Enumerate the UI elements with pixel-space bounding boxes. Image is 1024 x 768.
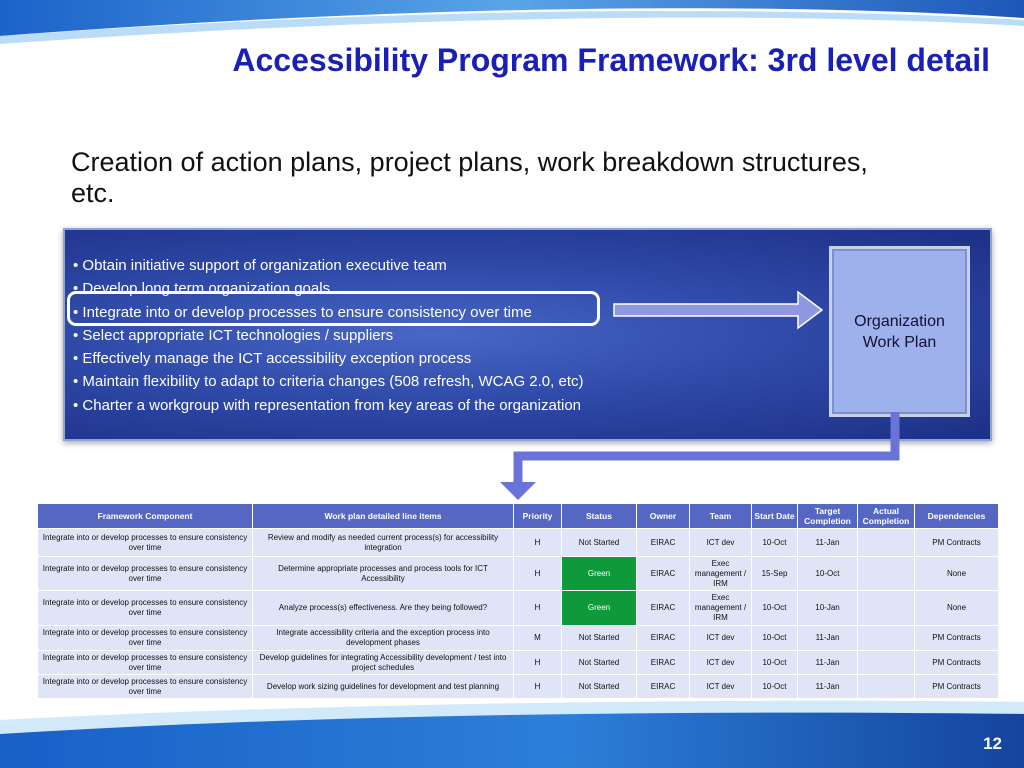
cell-start-date: 10-Oct <box>752 626 798 651</box>
cell-owner: EIRAC <box>637 651 690 675</box>
work-plan-table <box>37 503 999 699</box>
cell-component: Integrate into or develop processes to ensure consistency over time <box>38 675 253 699</box>
cell-status: Not Started <box>562 626 637 651</box>
goals-bullet-list <box>73 254 583 417</box>
cell-status: Green <box>562 591 637 626</box>
cell-team: ICT dev <box>690 529 752 557</box>
cell-team: ICT dev <box>690 626 752 651</box>
cell-team: ICT dev <box>690 651 752 675</box>
cell-owner: EIRAC <box>637 626 690 651</box>
table-row <box>38 626 999 651</box>
cell-priority: H <box>514 557 562 591</box>
goal-bullet: • Obtain initiative support of organization executive team <box>73 257 447 274</box>
header-work-plan-items: Work plan detailed line items <box>253 504 514 529</box>
organization-work-plan-label: Organization Work Plan <box>854 312 945 351</box>
cell-owner: EIRAC <box>637 557 690 591</box>
cell-status: Green <box>562 557 637 591</box>
cell-start-date: 10-Oct <box>752 591 798 626</box>
table-row <box>38 651 999 675</box>
cell-target-completion: 11-Jan <box>798 651 858 675</box>
cell-owner: EIRAC <box>637 675 690 699</box>
cell-line-item: Analyze process(s) effectiveness. Are they being followed? <box>253 591 514 626</box>
cell-dependencies: PM Contracts <box>915 626 999 651</box>
cell-target-completion: 11-Jan <box>798 675 858 699</box>
cell-owner: EIRAC <box>637 591 690 626</box>
cell-actual-completion <box>858 651 915 675</box>
slide-subtitle: Creation of action plans, project plans, work breakdown structures, etc. <box>71 147 868 208</box>
header-team: Team <box>690 504 752 529</box>
header-status: Status <box>562 504 637 529</box>
cell-owner: EIRAC <box>637 529 690 557</box>
slide-title: Accessibility Program Framework: 3rd level detail <box>232 42 990 78</box>
cell-dependencies: PM Contracts <box>915 529 999 557</box>
cell-component: Integrate into or develop processes to ensure consistency over time <box>38 529 253 557</box>
cell-line-item: Review and modify as needed current process(s) for accessibility integration <box>253 529 514 557</box>
goal-bullet: • Develop long term organization goals <box>73 280 331 298</box>
header-target-completion: Target Completion <box>798 504 858 529</box>
cell-priority: H <box>514 675 562 699</box>
goal-bullet: • Maintain flexibility to adapt to criteria changes (508 refresh, WCAG 2.0, etc) <box>73 373 584 391</box>
header-start-date: Start Date <box>752 504 798 529</box>
cell-team: Exec management / IRM <box>690 591 752 626</box>
header-owner: Owner <box>637 504 690 529</box>
bottom-swoosh-decoration <box>0 690 1024 768</box>
cell-status: Not Started <box>562 529 637 557</box>
cell-dependencies: PM Contracts <box>915 651 999 675</box>
cell-dependencies: PM Contracts <box>915 675 999 699</box>
cell-line-item: Develop work sizing guidelines for development and test planning <box>253 675 514 699</box>
cell-component: Integrate into or develop processes to ensure consistency over time <box>38 557 253 591</box>
cell-target-completion: 10-Jan <box>798 591 858 626</box>
cell-actual-completion <box>858 591 915 626</box>
table-row <box>38 557 999 591</box>
header-actual-completion: Actual Completion <box>858 504 915 529</box>
table-header-row <box>38 504 999 529</box>
header-priority: Priority <box>514 504 562 529</box>
cell-actual-completion <box>858 675 915 699</box>
goal-bullet-highlighted: • Integrate into or develop processes to ensure consistency over time <box>73 303 532 321</box>
page-number: 12 <box>983 734 1002 753</box>
cell-actual-completion <box>858 626 915 651</box>
cell-component: Integrate into or develop processes to ensure consistency over time <box>38 651 253 675</box>
cell-priority: H <box>514 651 562 675</box>
organization-work-plan-box <box>829 246 970 417</box>
table-row <box>38 529 999 557</box>
cell-target-completion: 10-Oct <box>798 557 858 591</box>
cell-start-date: 10-Oct <box>752 529 798 557</box>
cell-status: Not Started <box>562 651 637 675</box>
highlight-outline <box>67 291 600 326</box>
header-framework-component: Framework Component <box>38 504 253 529</box>
cell-start-date: 10-Oct <box>752 651 798 675</box>
cell-start-date: 10-Oct <box>752 675 798 699</box>
cell-dependencies: None <box>915 557 999 591</box>
cell-component: Integrate into or develop processes to ensure consistency over time <box>38 626 253 651</box>
cell-priority: M <box>514 626 562 651</box>
cell-target-completion: 11-Jan <box>798 626 858 651</box>
goal-bullet: • Charter a workgroup with representation from key areas of the organization <box>73 396 582 414</box>
cell-start-date: 15-Sep <box>752 557 798 591</box>
cell-line-item: Determine appropriate processes and process tools for ICT Accessibility <box>253 557 514 591</box>
cell-priority: H <box>514 591 562 626</box>
cell-line-item: Develop guidelines for integrating Accessibility development / test into project schedules <box>253 651 514 675</box>
table-row <box>38 675 999 699</box>
cell-target-completion: 11-Jan <box>798 529 858 557</box>
cell-team: ICT dev <box>690 675 752 699</box>
goal-bullet: • Effectively manage the ICT accessibility exception process <box>73 350 472 368</box>
cell-actual-completion <box>858 529 915 557</box>
cell-line-item: Integrate accessibility criteria and the exception process into development phases <box>253 626 514 651</box>
cell-team: Exec management / IRM <box>690 557 752 591</box>
cell-dependencies: None <box>915 591 999 626</box>
cell-status: Not Started <box>562 675 637 699</box>
cell-actual-completion <box>858 557 915 591</box>
goal-bullet: • Select appropriate ICT technologies / suppliers <box>73 326 394 344</box>
table-row <box>38 591 999 626</box>
cell-component: Integrate into or develop processes to ensure consistency over time <box>38 591 253 626</box>
header-dependencies: Dependencies <box>915 504 999 529</box>
cell-priority: H <box>514 529 562 557</box>
